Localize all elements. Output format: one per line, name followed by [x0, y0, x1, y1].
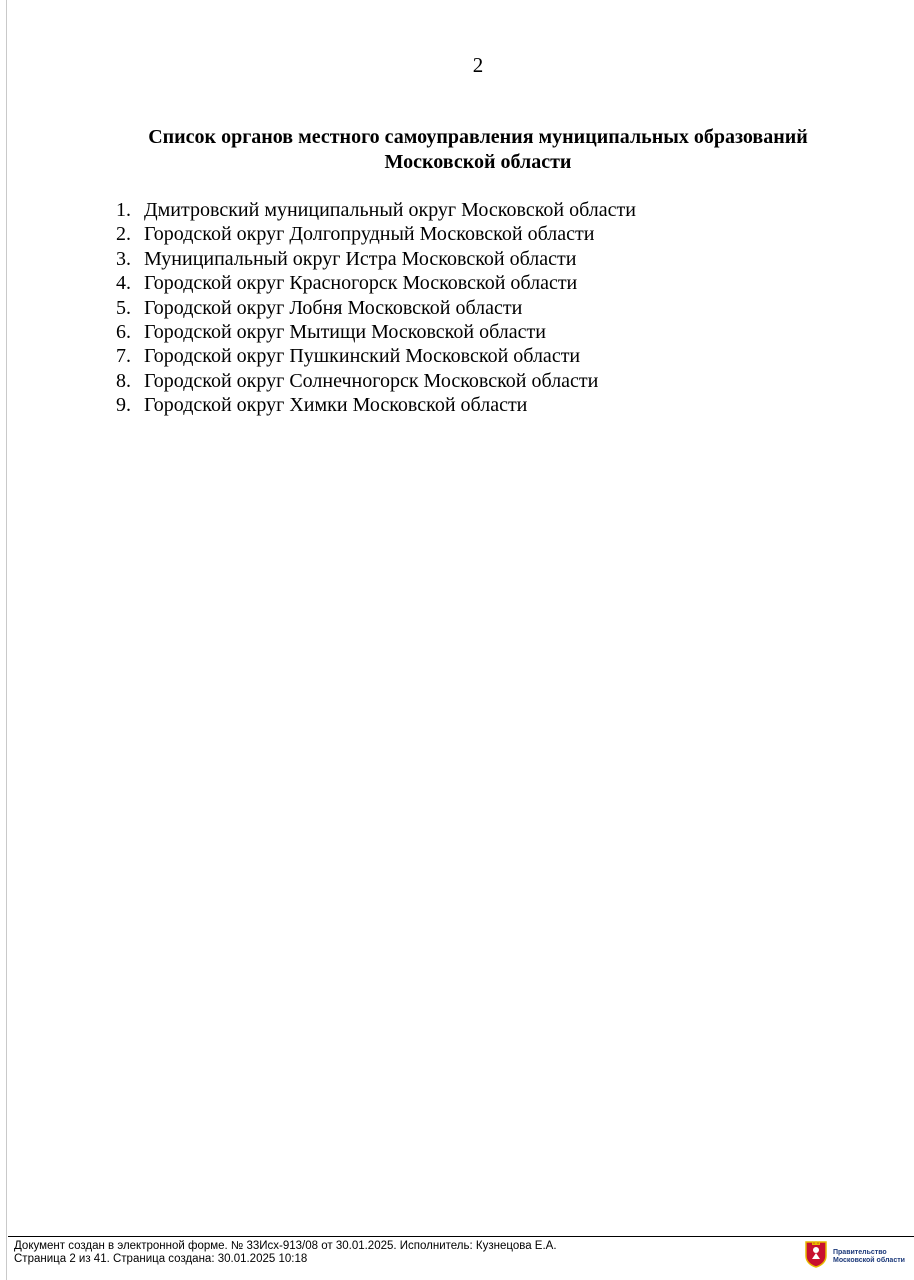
list-item-number: 7.: [116, 345, 131, 368]
page-number: 2: [472, 53, 484, 77]
list-item-number: 8.: [116, 369, 131, 392]
logo-caption: [833, 1249, 905, 1265]
list-item: [116, 393, 636, 417]
list-item-number: 9.: [116, 394, 131, 417]
list-item-text: Городской округ Химки Московской области: [144, 394, 528, 417]
list-item-text: Городской округ Лобня Московской области: [144, 296, 523, 319]
government-logo: [804, 1240, 905, 1273]
list-item: [116, 198, 636, 222]
list-item-text: Городской округ Красногорск Московской области: [144, 272, 578, 295]
list-item: [116, 296, 636, 320]
page-edge: [6, 0, 7, 1280]
list-item: [116, 222, 636, 246]
list-item-text: Дмитровский муниципальный округ Московской области: [144, 199, 636, 221]
list-item-text: Городской округ Мытищи Московской области: [144, 321, 546, 344]
list-item-text: Городской округ Пушкинский Московской области: [144, 345, 581, 368]
document-title: [60, 125, 896, 175]
list-item-text: Городской округ Солнечногорск Московской области: [144, 369, 599, 392]
list-item-text: Городской округ Долгопрудный Московской области: [144, 223, 595, 246]
moscow-region-coat-of-arms-icon: [804, 1240, 828, 1273]
logo-caption-line-2: Московской области: [833, 1256, 905, 1264]
list-item: [116, 344, 636, 368]
list-item: [116, 271, 636, 295]
list-item-number: 5.: [116, 296, 131, 319]
title-line-1: Список органов местного самоуправления муниципальных образований: [148, 126, 808, 148]
footer-line-1: Документ создан в электронной форме. № 33Исх-913/08 от 30.01.2025. Исполнитель: Кузнецова Е.А.: [14, 1240, 557, 1252]
list-item: [116, 369, 636, 393]
title-line-2: Московской области: [384, 151, 572, 173]
logo-caption-line-1: Правительство: [833, 1248, 887, 1256]
list-item: [116, 247, 636, 271]
footer-divider: [8, 1236, 914, 1237]
list-item-number: 1.: [116, 199, 131, 221]
municipality-list: [116, 198, 636, 418]
footer-info: [14, 1240, 557, 1266]
list-item: [116, 320, 636, 344]
list-item-text: Муниципальный округ Истра Московской области: [144, 247, 577, 270]
list-item-number: 3.: [116, 247, 131, 270]
footer-line-2: Страница 2 из 41. Страница создана: 30.01.2025 10:18: [14, 1253, 308, 1265]
list-item-number: 2.: [116, 223, 131, 246]
list-item-number: 4.: [116, 272, 131, 295]
list-item-number: 6.: [116, 321, 131, 344]
